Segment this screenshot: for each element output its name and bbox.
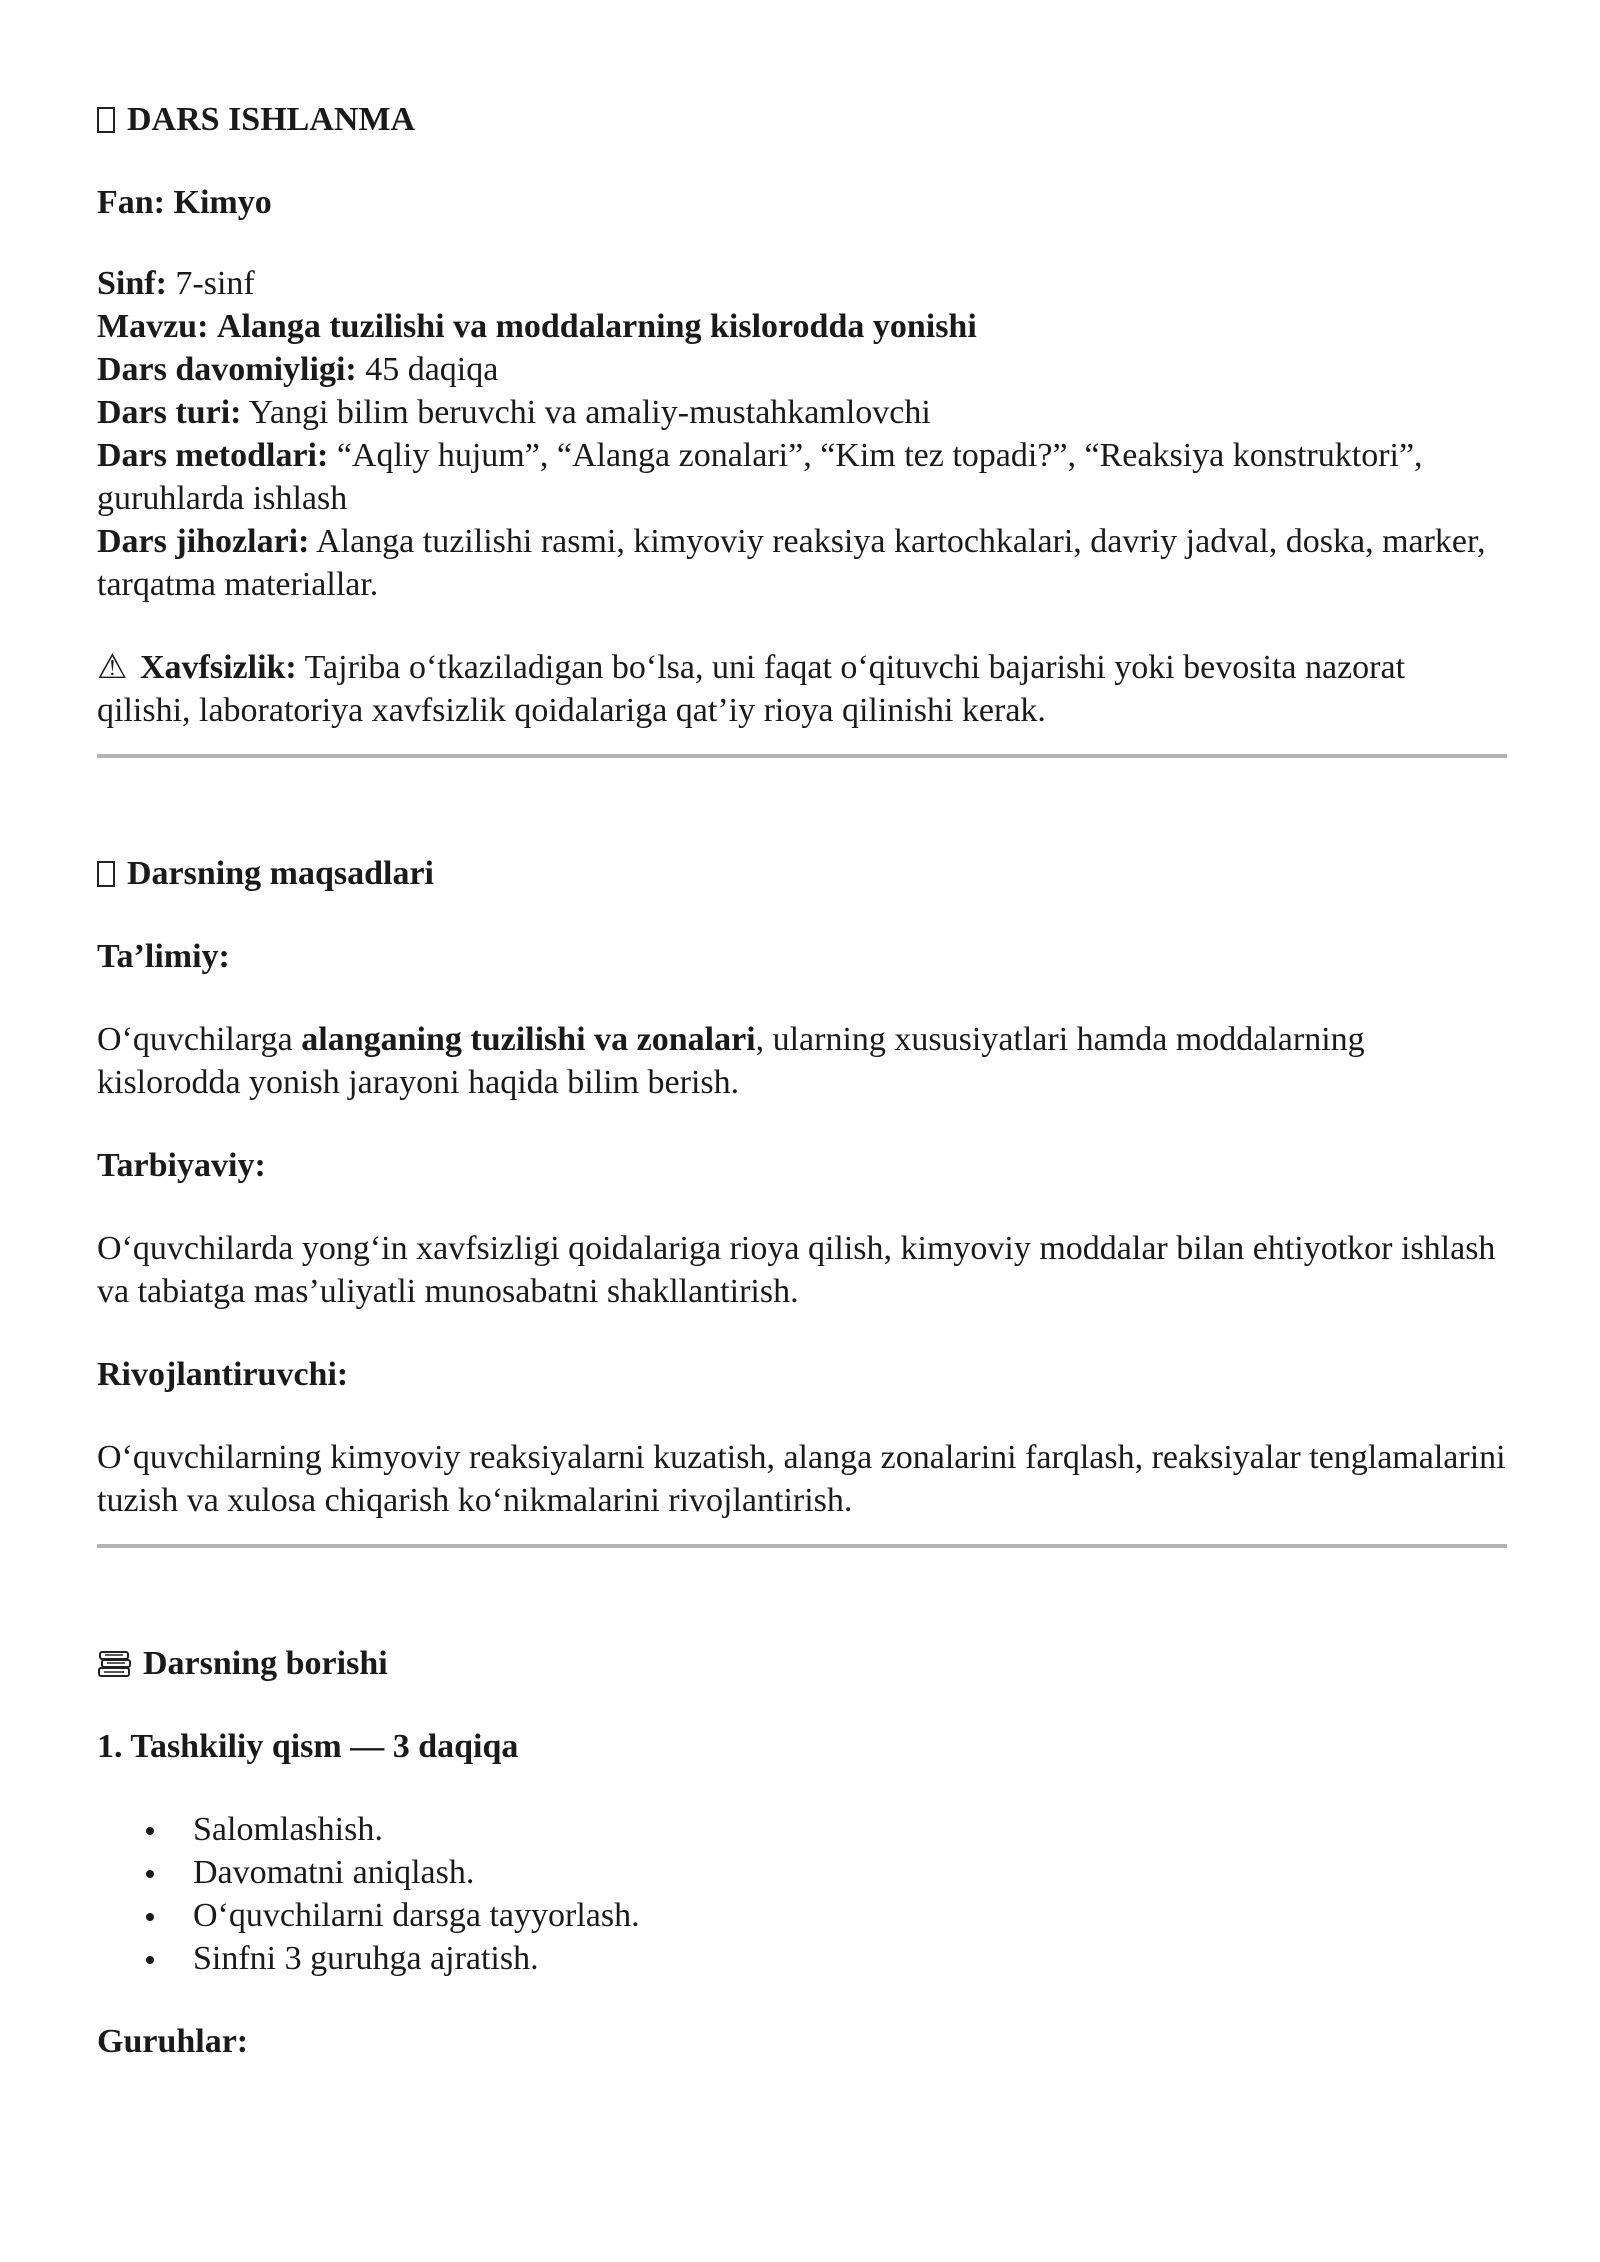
section-divider [97,754,1507,758]
goals-title: Darsning maqsadlari [97,852,1507,895]
duration-line: Dars davomiyligi: 45 daqiqa [97,351,499,388]
books-icon [97,1649,133,1679]
list-item: Salomlashish. [193,1808,1507,1851]
topic-line: Mavzu: Alanga tuzilishi va moddalarning kislorodda yonishi [97,308,977,345]
subject-line: Fan: Kimyo [97,184,272,221]
missing-glyph-icon [97,861,115,887]
lesson-type-line: Dars turi: Yangi bilim beruvchi va amaliy-mustahkamlovchi [97,394,931,431]
methods-line: Dars metodlari: “Aqliy hujum”, “Alanga zonalari”, “Kim tez topadi?”, “Reaksiya konstruktori”, guruhlarda ishlash [97,437,1423,517]
list-item: Davomatni aniqlash. [193,1851,1507,1894]
lesson-progress-title: Darsning borishi [97,1642,1507,1685]
upbringing-goal-text: O‘quvchilarda yong‘in xavfsizligi qoidalariga rioya qilish, kimyoviy moddalar bilan ehtiyotkor ishlash va tabiatga mas’uliyatli munosabatni shakllantirish. [97,1230,1496,1310]
document-page [97,98,1507,2063]
step1-title: 1. Tashkiliy qism — 3 daqiqa [97,1728,519,1765]
educational-goal-heading: Ta’limiy: [97,938,230,975]
lesson-info-block [97,262,1507,606]
educational-goal-text: O‘quvchilarga alanganing tuzilishi va zonalari, ularning xususiyatlari hamda moddalarning kislorodda yonish jarayoni haqida bilim berish. [97,1021,1365,1101]
equipment-line: Dars jihozlari: Alanga tuzilishi rasmi, kimyoviy reaksiya kartochkalari, davriy jadval, doska, marker, tarqatma materiallar. [97,523,1486,603]
list-item: O‘quvchilarni darsga tayyorlash. [193,1894,1507,1937]
developmental-goal-text: O‘quvchilarning kimyoviy reaksiyalarni kuzatish, alanga zonalarini farqlash, reaksiyalar tenglamalarini tuzish va xulosa chiqarish ko‘nikmalarini rivojlantirish. [97,1439,1506,1519]
section-divider [97,1544,1507,1548]
grade-line: Sinf: 7-sinf [97,265,255,302]
developmental-goal-heading: Rivojlantiruvchi: [97,1356,349,1393]
safety-note: ⚠ Xavfsizlik: Tajriba o‘tkaziladigan bo‘lsa, uni faqat o‘qituvchi bajarishi yoki bevosita nazorat qilishi, laboratoriya xavfsizlik qoidalariga qat’iy rioya qilinishi kerak. [97,647,1406,729]
upbringing-goal-heading: Tarbiyaviy: [97,1147,266,1184]
missing-glyph-icon [97,107,115,133]
document-title: DARS ISHLANMA [97,98,1507,141]
groups-heading: Guruhlar: [97,2023,249,2060]
warning-icon: ⚠ [97,647,128,687]
list-item: Sinfni 3 guruhga ajratish. [193,1937,1507,1980]
step1-list [97,1808,1507,1980]
